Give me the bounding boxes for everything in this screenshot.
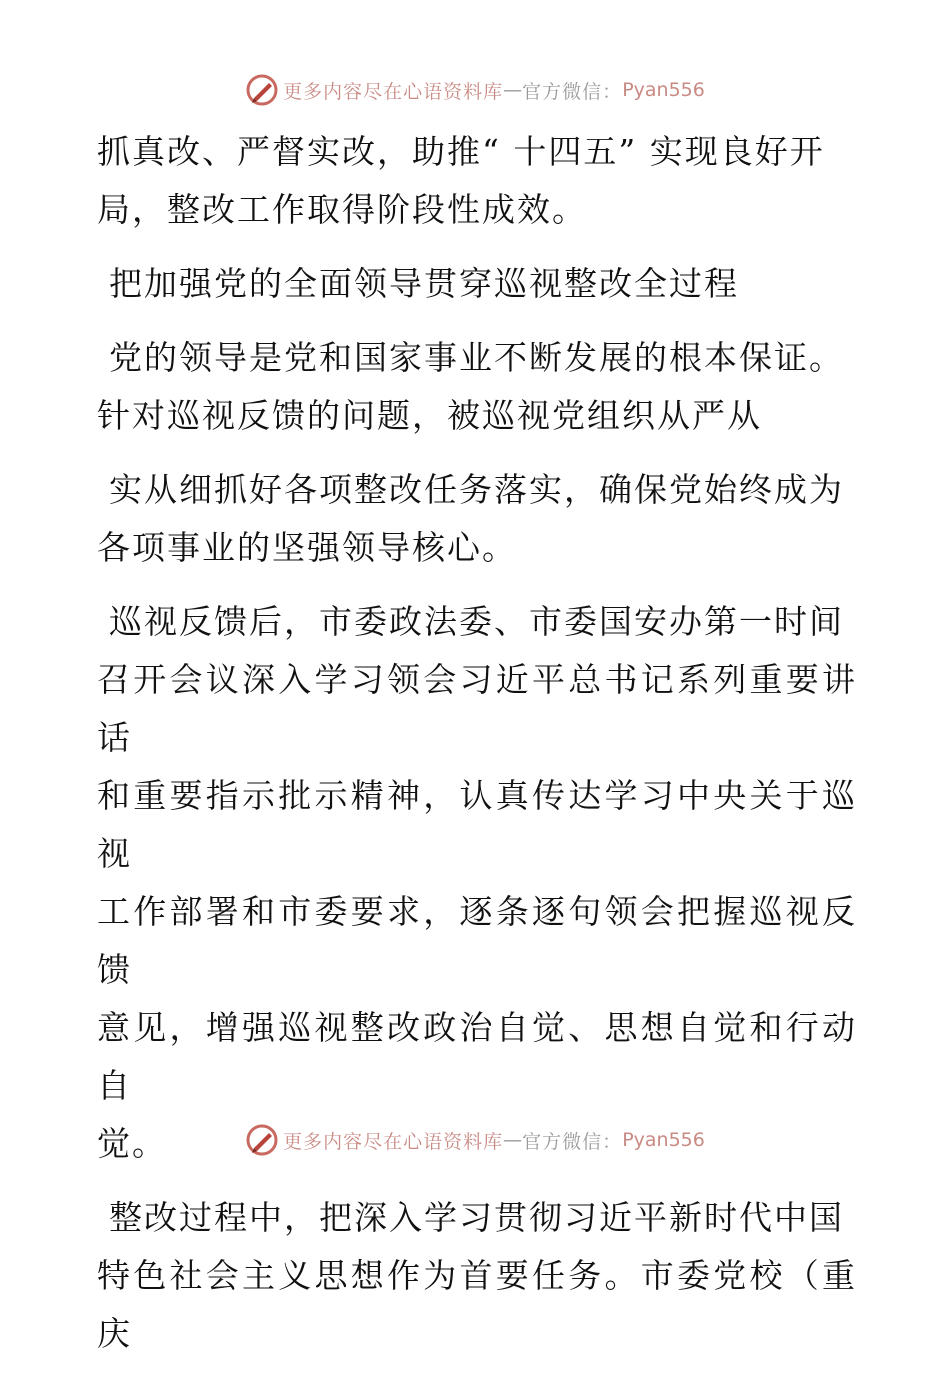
wechat-id: Pyan556 [622, 79, 705, 101]
section-heading [97, 255, 857, 313]
paragraph [97, 1189, 857, 1363]
text-line: 抓真改、严督实改，助推“ 十四五” 实现良好开 [97, 132, 825, 171]
wechat-label: 官方微信： [522, 80, 623, 103]
banner-dash: — [503, 1129, 523, 1151]
text-line: 和重要指示批示精神，认真传达学习中央关于巡视 [97, 776, 857, 873]
text-line: 各项事业的坚强领导核心。 [97, 528, 517, 567]
footer-watermark [0, 1120, 950, 1160]
text-line: 整改过程中，把深入学习贯彻习近平新时代中国 [109, 1198, 844, 1237]
text-line: 实从细抓好各项整改任务落实，确保党始终成为 [109, 470, 844, 509]
text-line: 工作部署和市委要求，逐条逐句领会把握巡视反馈 [97, 892, 857, 989]
wechat-label: 官方微信： [522, 1130, 623, 1153]
pen-logo-icon [245, 73, 279, 107]
header-watermark [0, 70, 950, 110]
paragraph [97, 329, 857, 445]
text-line: 局，整改工作取得阶段性成效。 [97, 190, 587, 229]
text-line: 党的领导是党和国家事业不断发展的根本保证。 [109, 338, 844, 377]
text-line: 觉。 [97, 1124, 167, 1163]
document-body [97, 123, 857, 1379]
text-line: 把加强党的全面领导贯穿巡视整改全过程 [109, 264, 739, 303]
text-line: 针对巡视反馈的问题，被巡视党组织从严从 [97, 396, 762, 435]
paragraph [97, 123, 857, 239]
text-line: 召开会议深入学习领会习近平总书记系列重要讲话 [97, 660, 857, 757]
pen-logo-icon [245, 1123, 279, 1157]
text-line: 意见，增强巡视整改政治自觉、思想自觉和行动自 [97, 1008, 857, 1105]
banner-text: 更多内容尽在心语资料库 [283, 1130, 504, 1153]
paragraph [97, 593, 857, 1173]
text-line: 巡视反馈后，市委政法委、市委国安办第一时间 [109, 602, 844, 641]
paragraph [97, 461, 857, 577]
banner-dash: — [503, 79, 523, 101]
text-line: 特色社会主义思想作为首要任务。市委党校（重庆 [97, 1256, 857, 1353]
wechat-id: Pyan556 [622, 1129, 705, 1151]
banner-text: 更多内容尽在心语资料库 [283, 80, 504, 103]
